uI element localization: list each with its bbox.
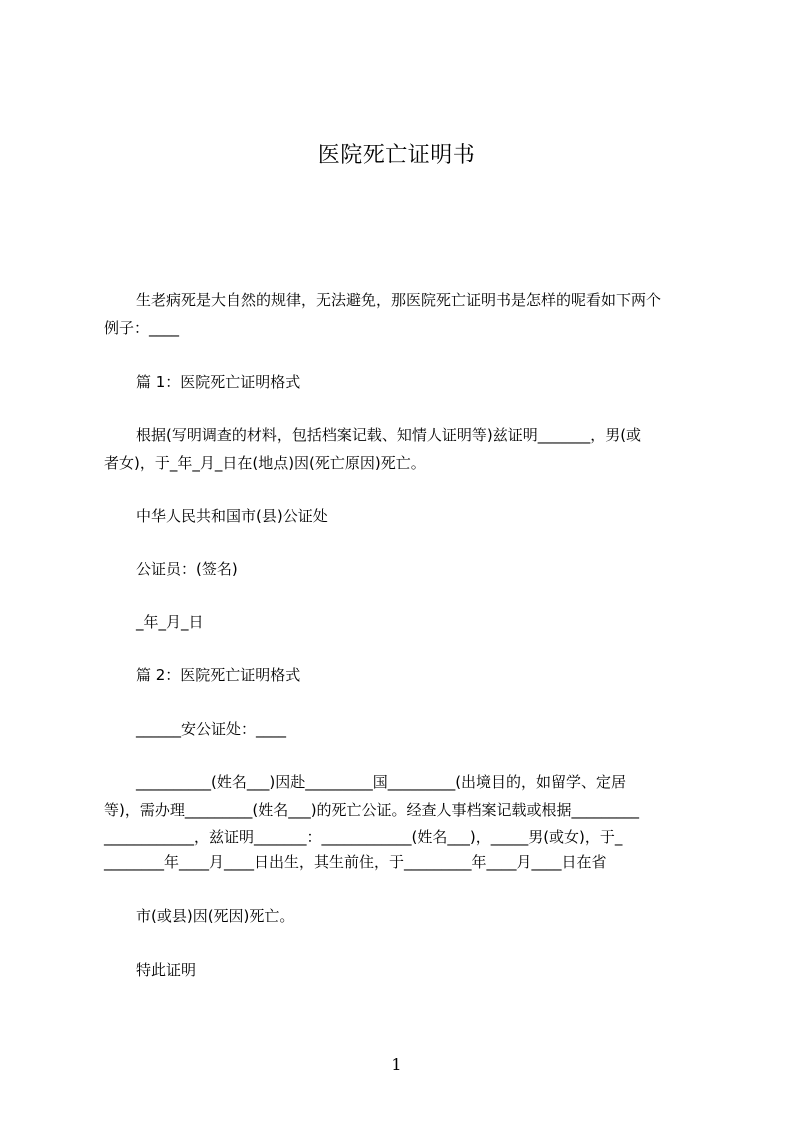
intro-line-1: 生老病死是大自然的规律，无法避免，那医院死亡证明书是怎样的呢看如下两个 (136, 291, 662, 309)
section-1-notary: 公证员：(签名) (136, 560, 238, 578)
intro-line-2: 例子：____ (104, 319, 180, 337)
page-number: 1 (391, 1055, 402, 1074)
section-2-heading: 篇 2：医院死亡证明格式 (136, 666, 301, 684)
section-1-body-line-2: 者女)，于_年_月_日在(地点)因(死亡原因)死亡。 (104, 454, 426, 472)
section-2-closing: 特此证明 (136, 961, 197, 979)
section-2-body-line-4: ________年____月____日出生，其生前住，于_________年____月____日在省 (104, 853, 607, 871)
section-2-office-line: ______安公证处：____ (136, 720, 287, 738)
section-2-body-line-5: 市(或县)因(死因)死亡。 (136, 907, 295, 925)
section-2-body-line-2: 等)，需办理_________(姓名___)的死亡公证。经查人事档案记载或根据_________ (104, 801, 640, 819)
section-1-date: _年_月_日 (136, 613, 204, 631)
section-1-heading: 篇 1：医院死亡证明格式 (136, 373, 301, 391)
section-2-body-line-3: ____________，兹证明_______：____________(姓名___)，_____男(或女)，于_ (104, 828, 623, 846)
section-2-body-line-1: __________(姓名___)因赴_________国_________(出境目的，如留学、定居 (136, 773, 627, 791)
section-1-office: 中华人民共和国市(县)公证处 (136, 507, 328, 525)
document-title: 医院死亡证明书 (317, 143, 476, 168)
section-1-body-line-1: 根据(写明调查的材料，包括档案记载、知情人证明等)兹证明_______，男(或 (136, 426, 642, 444)
